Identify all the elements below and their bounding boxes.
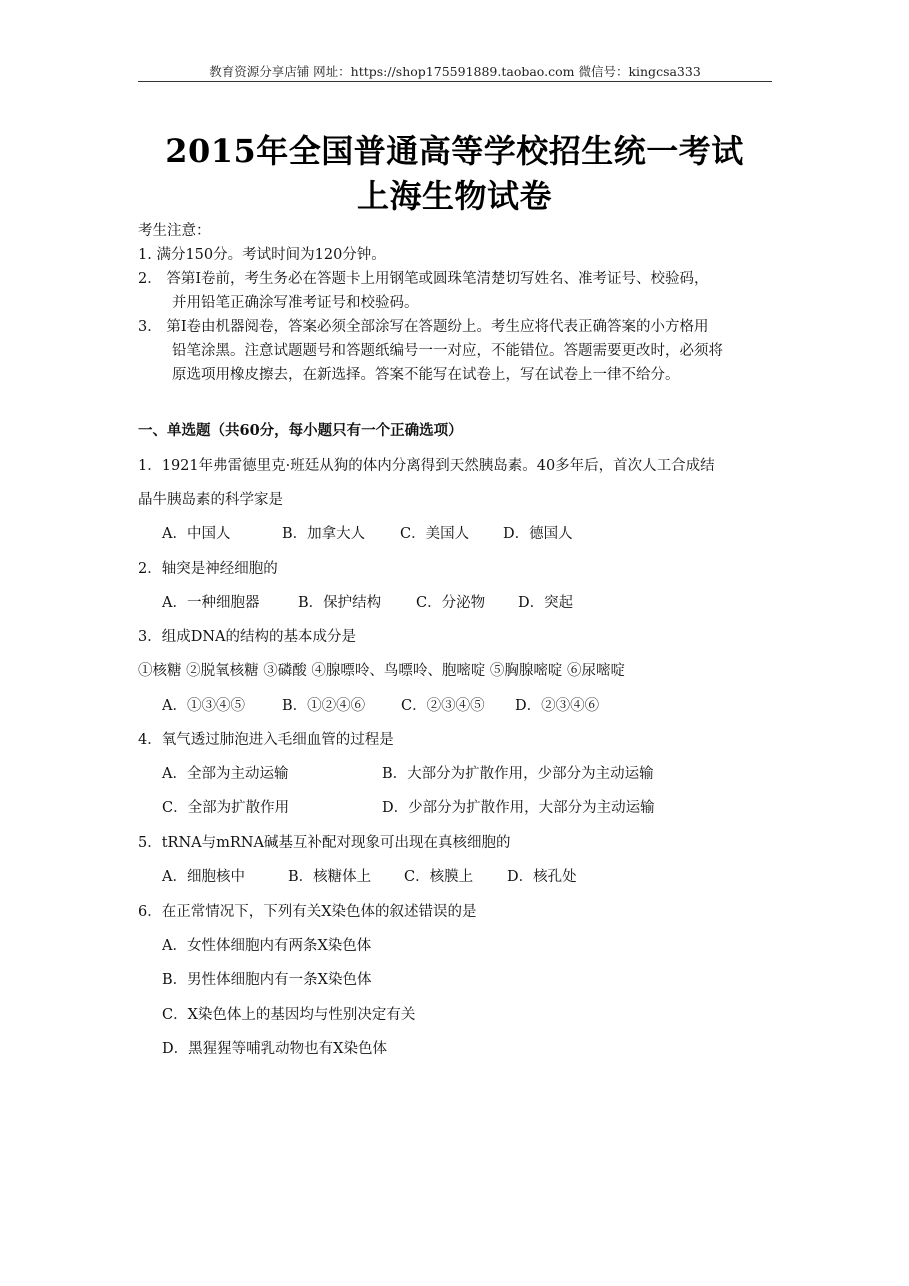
q4-option-c: C．全部为扩散作用 (162, 800, 290, 816)
notice-heading: 考生注意： (138, 223, 211, 239)
q2-option-d: D．突起 (518, 595, 574, 611)
notice-item-3-cont1: 铅笔涂黑。注意试题题号和答题纸编号一一对应，不能错位。答题需要更改时，必须将 (172, 343, 723, 359)
q5-option-d: D．核孔处 (507, 869, 577, 885)
q1-option-b: B．加拿大人 (282, 526, 366, 542)
question-5-options (162, 865, 577, 886)
q4-option-b: B．大部分为扩散作用，少部分为主动运输 (382, 766, 654, 782)
notice-item-2: 2． 答第Ⅰ卷前，考生务必在答题卡上用钢笔或圆珠笔清楚切写姓名、准考证号、校验码， (138, 271, 709, 287)
q5-option-c: C．核膜上 (404, 869, 474, 885)
notice-item-3: 3． 第Ⅰ卷由机器阅卷，答案必须全部涂写在答题纷上。考生应将代表正确答案的小方格用 (138, 319, 709, 335)
question-4-options-row2 (162, 796, 655, 817)
question-4-stem: 4．氧气透过肺泡进入毛细血管的过程是 (138, 732, 394, 748)
q3-option-b: B．①②④⑥ (282, 698, 366, 714)
question-3-component-list: ①核糖 ②脱氧核糖 ③磷酸 ④腺嘌呤、鸟嘌呤、胞嘧啶 ⑤胸腺嘧啶 ⑥尿嘧啶 (138, 663, 626, 679)
exam-title: 2015年全国普通高等学校招生统一考试 (165, 132, 744, 170)
q1-option-d: D．德国人 (503, 526, 573, 542)
q5-option-b: B．核糖体上 (288, 869, 372, 885)
q6-option-b: B．男性体细胞内有一条X染色体 (162, 972, 372, 988)
question-1-stem: 1．1921年弗雷德里克·班廷从狗的体内分离得到天然胰岛素。40多年后，首次人工合成结 (138, 458, 715, 474)
question-3-stem: 3．组成DNA的结构的基本成分是 (138, 629, 357, 645)
question-1-stem-cont: 晶牛胰岛素的科学家是 (138, 492, 283, 508)
q6-option-c: C．X染色体上的基因均与性别决定有关 (162, 1007, 416, 1023)
q5-option-a: A．细胞核中 (162, 869, 245, 885)
notice-item-1: 1. 满分150分。考试时间为120分钟。 (138, 247, 386, 263)
question-3-options (162, 694, 599, 715)
q6-option-d: D．黑猩猩等哺乳动物也有X染色体 (162, 1041, 387, 1057)
notice-item-2-cont: 并用铅笔正确涂写准考证号和校验码。 (172, 295, 419, 311)
q2-option-c: C．分泌物 (416, 595, 486, 611)
notice-item-3-cont2: 原选项用橡皮擦去，在新选择。答案不能写在试卷上，写在试卷上一律不给分。 (172, 367, 680, 383)
q3-option-a: A．①③④⑤ (162, 698, 245, 714)
question-2-options (162, 591, 573, 612)
q3-option-d: D．②③④⑥ (515, 698, 600, 714)
page-header: 教育资源分享店铺 网址：https://shop175591889.taobao.com 微信号：kingcsa333 (209, 64, 701, 79)
header-divider (138, 81, 772, 82)
q2-option-a: A．一种细胞器 (162, 595, 260, 611)
question-5-stem: 5．tRNA与mRNA碱基互补配对现象可出现在真核细胞的 (138, 835, 511, 851)
q6-option-a: A．女性体细胞内有两条X染色体 (162, 938, 372, 954)
q4-option-a: A．全部为主动运输 (162, 766, 289, 782)
question-1-options (162, 522, 573, 543)
q4-option-d: D．少部分为扩散作用，大部分为主动运输 (382, 800, 655, 816)
exam-subtitle: 上海生物试卷 (356, 177, 552, 215)
question-2-stem: 2．轴突是神经细胞的 (138, 561, 278, 577)
question-4-options-row1 (162, 762, 654, 783)
q3-option-c: C．②③④⑤ (401, 698, 485, 714)
question-6-stem: 6．在正常情况下，下列有关X染色体的叙述错误的是 (138, 904, 477, 920)
section-heading: 一、单选题（共60分，每小题只有一个正确选项） (138, 422, 463, 439)
q2-option-b: B．保护结构 (298, 595, 382, 611)
q1-option-c: C．美国人 (400, 526, 470, 542)
q1-option-a: A．中国人 (162, 526, 231, 542)
